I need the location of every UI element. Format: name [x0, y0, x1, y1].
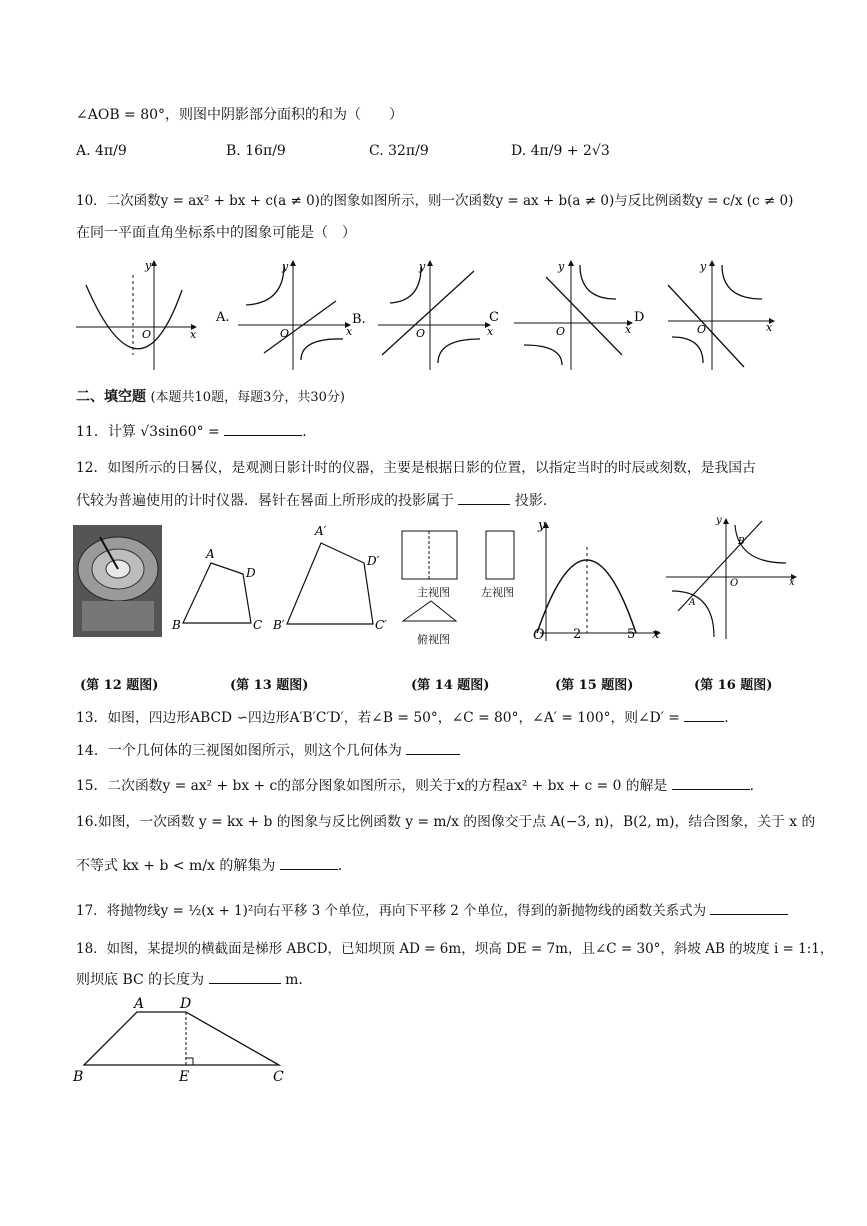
svg-text:x: x — [652, 627, 660, 642]
svg-text:O: O — [697, 323, 707, 336]
q15-figure — [533, 518, 660, 643]
svg-text:B′: B′ — [273, 618, 285, 632]
q14-figure — [402, 531, 514, 621]
q17: 17．将抛物线y = ½(x + 1)²向右平移 3 个单位，再向下平移 2 个单位，得到的新抛物线的函数关系式为 — [76, 899, 788, 919]
svg-text:y: y — [282, 260, 289, 273]
svg-text:y: y — [558, 260, 565, 273]
q13: 13．如图，四边形ABCD ∽四边形A′B′C′D′，若∠B = 50°，∠C = 80°，∠A′ = 100°，则∠D′ = . — [76, 706, 729, 726]
svg-text:O: O — [730, 578, 739, 589]
q15: 15．二次函数y = ax² + bx + c的部分图象如图所示，则关于x的方程ax² + bx + c = 0 的解是 . — [76, 774, 754, 794]
svg-text:B: B — [172, 618, 181, 632]
svg-text:2: 2 — [573, 627, 582, 642]
caption-q12: (第 12 题图) — [80, 678, 159, 693]
q10-graphs — [0, 255, 867, 375]
left-view-label: 左视图 — [481, 586, 514, 599]
q12-answer-blank[interactable] — [458, 490, 510, 505]
svg-text:B: B — [738, 537, 745, 547]
axis-x-label: x — [190, 328, 197, 341]
option-b-graph[interactable] — [352, 260, 494, 370]
section-title: 二、填空题 — [76, 389, 146, 405]
q18-answer-blank[interactable] — [209, 969, 281, 984]
parabola-graph — [76, 259, 197, 370]
q9-option-a[interactable]: A. 4π/9 — [76, 143, 127, 159]
q16-answer-blank[interactable] — [280, 855, 338, 870]
caption-q16: (第 16 题图) — [694, 678, 773, 693]
q18-figure — [0, 995, 867, 1085]
option-a-label: A. — [216, 310, 230, 325]
q12-line1: 12．如图所示的日晷仪，是观测日影计时的仪器，主要是根据日影的位置，以指定当时的时辰或刻数，是我国古 — [76, 460, 756, 476]
svg-text:D′: D′ — [367, 554, 380, 568]
svg-text:x: x — [346, 325, 353, 338]
q16-line2: 不等式 kx + b < m/x 的解集为 . — [76, 855, 342, 875]
front-view-label: 主视图 — [417, 586, 450, 599]
q9-option-b[interactable]: B. 16π/9 — [226, 143, 286, 159]
section-heading — [76, 386, 345, 406]
caption-q15: (第 15 题图) — [555, 678, 634, 693]
svg-text:D: D — [246, 566, 256, 580]
svg-text:O: O — [280, 327, 290, 340]
q9-option-d[interactable]: D. 4π/9 + 2√3 — [511, 143, 610, 159]
q9-stem: ∠AOB = 80°，则图中阴影部分面积的和为（ ） — [76, 107, 404, 123]
option-d-label: D — [634, 310, 645, 325]
svg-text:C′: C′ — [375, 618, 387, 632]
q10-line1: 10．二次函数y = ax² + bx + c(a ≠ 0)的图象如图所示，则一次函数y = ax + b(a ≠ 0)与反比例函数y = c/x (c ≠ 0) — [76, 193, 794, 209]
svg-text:D: D — [180, 996, 192, 1012]
axis-y-label: y — [145, 259, 152, 272]
q11: 11．计算 √3sin60° = . — [76, 421, 307, 441]
section-note: (本题共10题，每题3分，共30分) — [150, 390, 345, 405]
svg-text:y: y — [419, 260, 426, 273]
q18-line1: 18．如图，某提坝的横截面是梯形 ABCD，已知坝顶 AD = 6m，坝高 DE = 7m，且∠C = 30°，斜坡 AB 的坡度 i = 1:1， — [76, 941, 834, 957]
svg-text:A: A — [134, 996, 145, 1012]
svg-text:B: B — [73, 1069, 84, 1085]
q11-answer-blank[interactable] — [224, 421, 302, 436]
svg-text:5: 5 — [627, 627, 636, 642]
q13-figure — [171, 524, 387, 632]
q15-answer-blank[interactable] — [672, 775, 750, 790]
q9-option-c[interactable]: C. 32π/9 — [369, 143, 429, 159]
sundial-photo — [73, 525, 162, 637]
svg-text:E: E — [179, 1069, 190, 1085]
svg-text:y: y — [700, 260, 707, 273]
svg-text:A′: A′ — [315, 524, 327, 538]
svg-text:O: O — [416, 327, 426, 340]
q17-answer-blank[interactable] — [710, 900, 788, 915]
svg-text:x: x — [766, 321, 773, 334]
caption-q14: (第 14 题图) — [411, 678, 490, 693]
svg-text:y: y — [538, 518, 546, 533]
caption-q13: (第 13 题图) — [230, 678, 309, 693]
q11-text: 11．计算 √3sin60° = — [76, 424, 220, 440]
svg-text:x: x — [487, 325, 494, 338]
q16-figure — [666, 515, 796, 639]
q12-line2: 代较为普遍使用的计时仪器．晷针在晷面上所形成的投影属于 投影. — [76, 490, 547, 510]
q14: 14．一个几何体的三视图如图所示，则这个几何体为 — [76, 740, 460, 760]
q18-line2: 则坝底 BC 的长度为 m． — [76, 969, 312, 989]
svg-text:A: A — [689, 598, 696, 608]
svg-text:x: x — [789, 577, 795, 588]
svg-text:O: O — [556, 325, 566, 338]
svg-text:y: y — [716, 515, 722, 526]
option-d-graph[interactable] — [634, 260, 774, 370]
svg-text:x: x — [625, 323, 632, 336]
top-view-label: 俯视图 — [417, 633, 450, 646]
svg-text:A: A — [206, 547, 215, 561]
svg-text:C: C — [253, 618, 263, 632]
q10-line2: 在同一平面直角坐标系中的图象可能是（ ） — [76, 225, 356, 241]
option-c-graph[interactable] — [489, 260, 632, 370]
q16-line1: 16.如图，一次函数 y = kx + b 的图象与反比例函数 y = m/x 的图像交于点 A(−3, n)，B(2, m)，结合图象，关于 x 的 — [76, 814, 816, 830]
option-a-graph[interactable] — [215, 260, 353, 370]
q14-answer-blank[interactable] — [406, 740, 460, 755]
origin-label: O — [142, 328, 152, 341]
svg-text:C: C — [273, 1069, 284, 1085]
q13-answer-blank[interactable] — [684, 707, 724, 722]
option-b-label: B. — [352, 312, 366, 327]
svg-text:O: O — [533, 627, 545, 643]
option-c-label: C — [489, 310, 499, 325]
